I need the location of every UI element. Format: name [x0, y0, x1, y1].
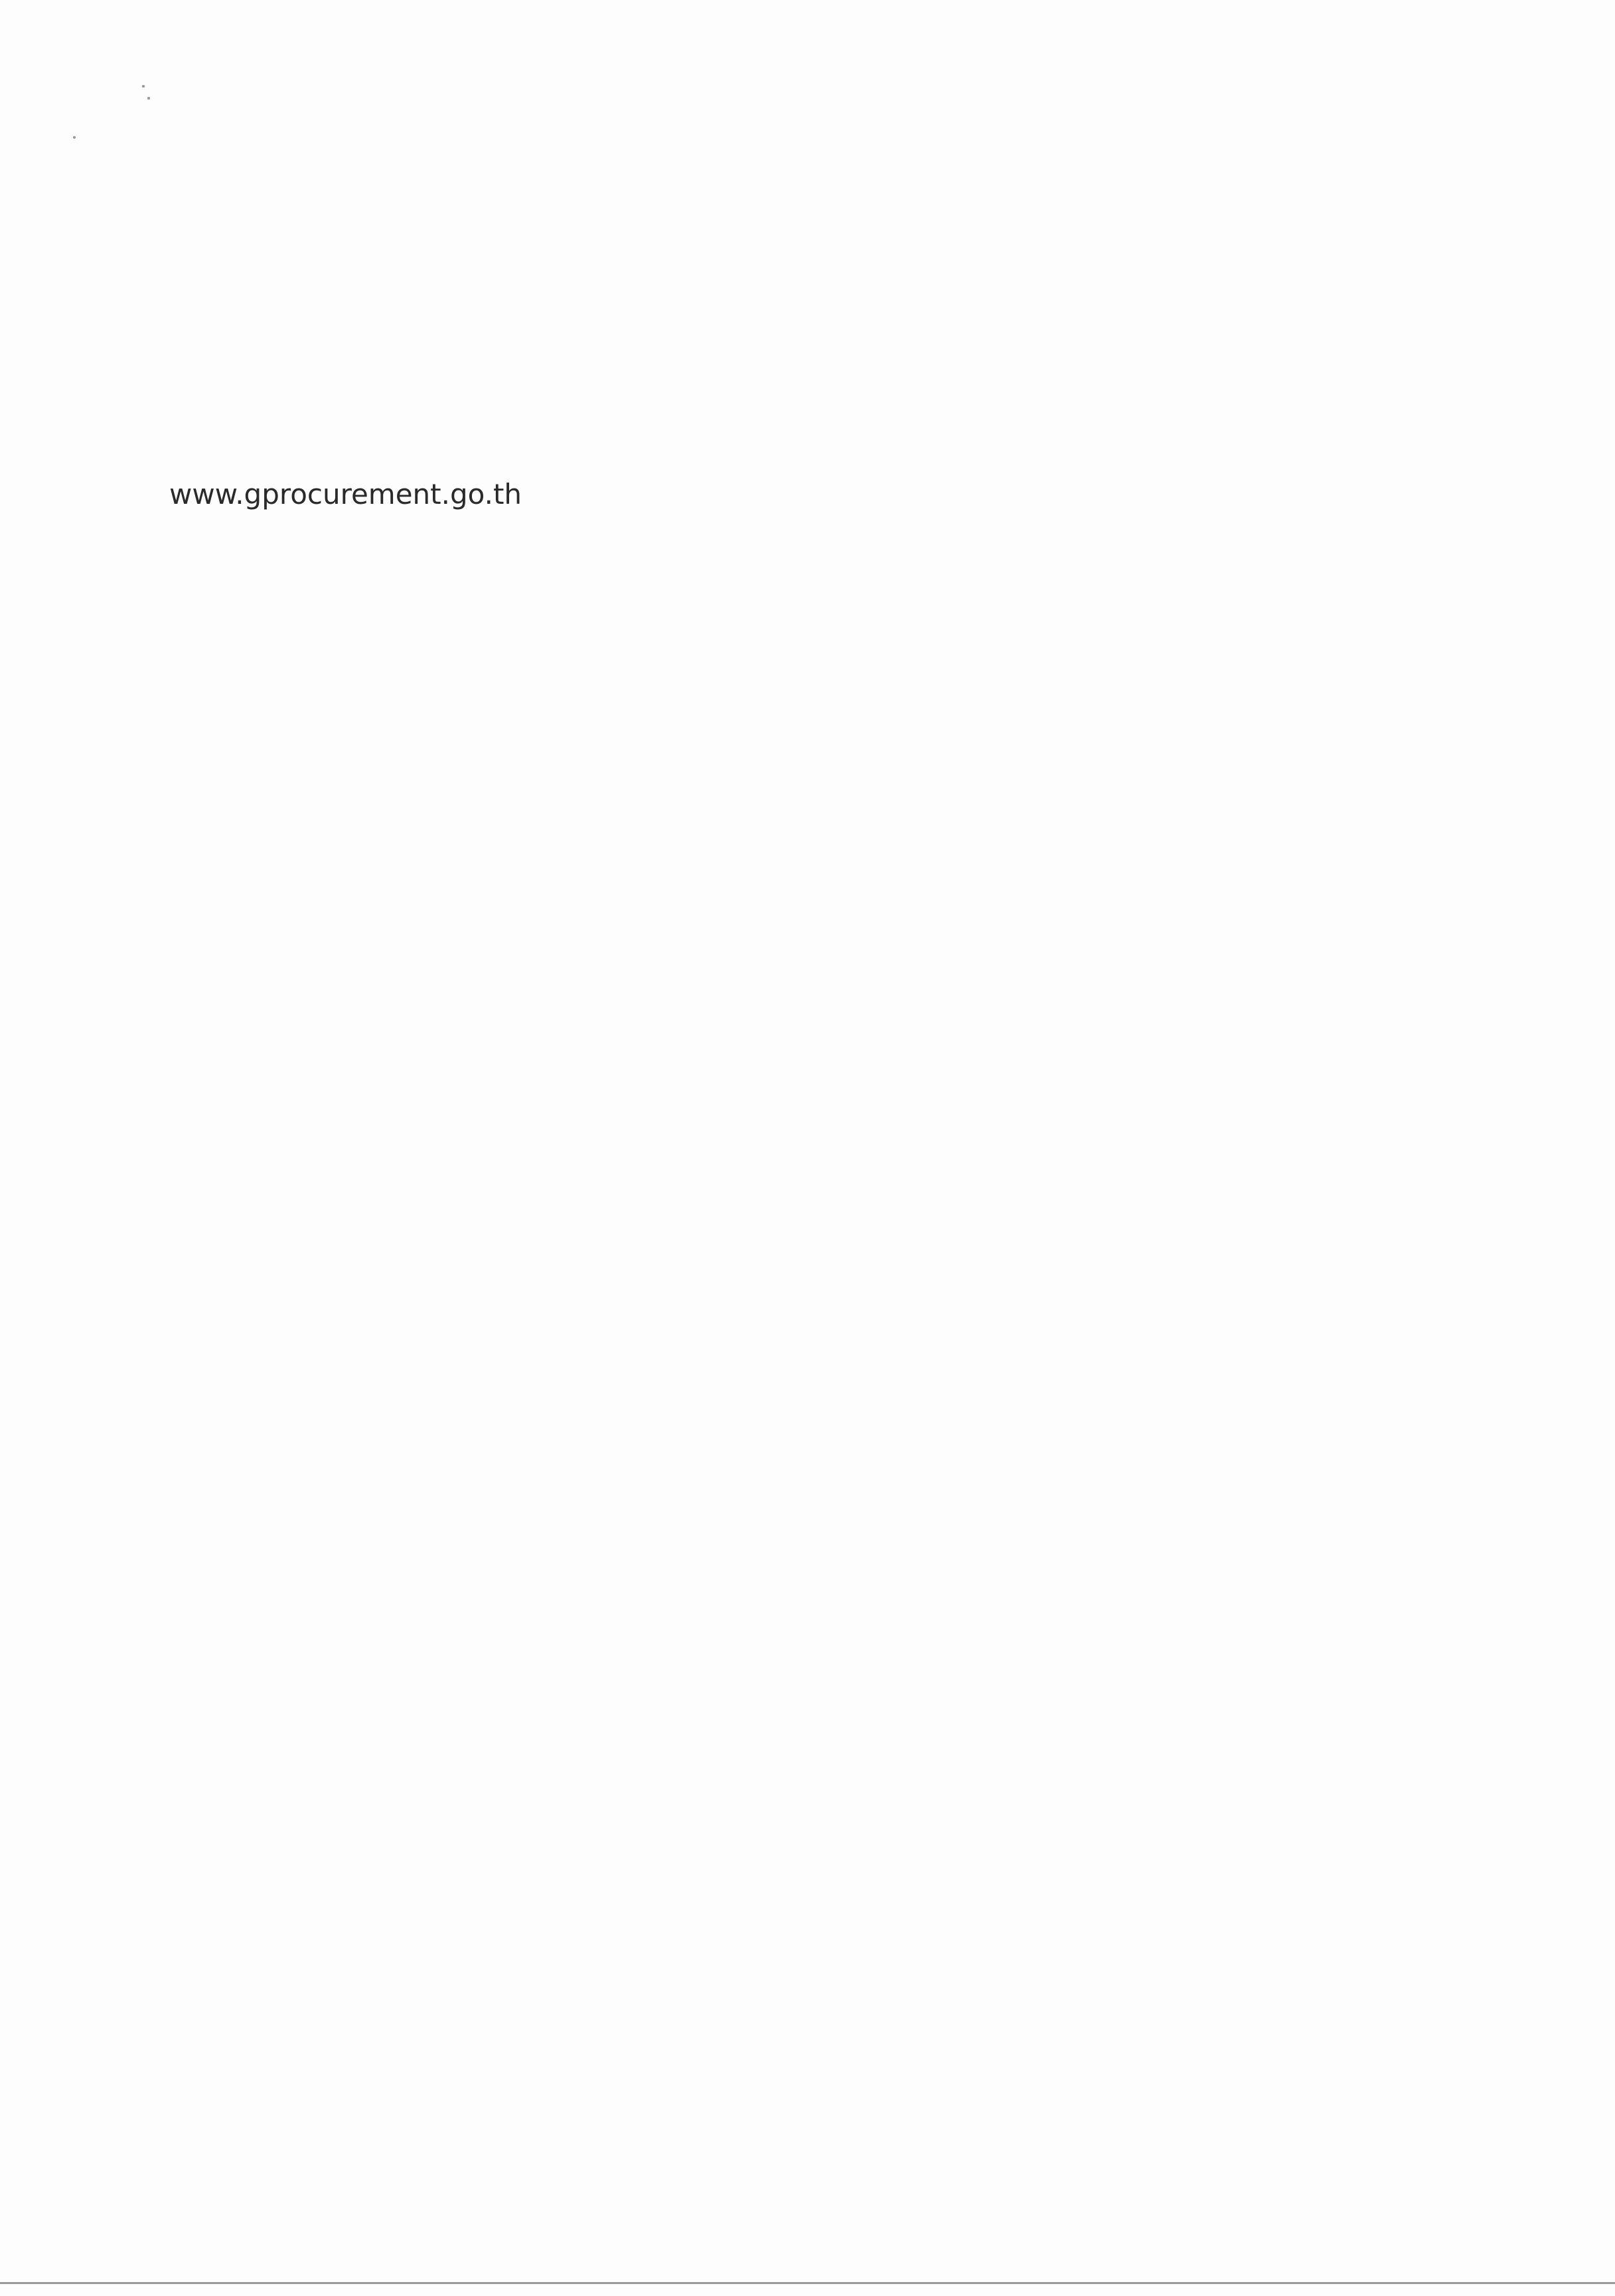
doc-line — [169, 1742, 1446, 1789]
doc-line — [169, 587, 1446, 634]
doc-line — [169, 1513, 1446, 1560]
doc-line — [169, 1278, 1446, 1324]
doc-line — [169, 2098, 1446, 2144]
doc-line — [169, 933, 1446, 979]
doc-line — [169, 173, 1446, 219]
doc-line — [169, 876, 1446, 923]
doc-line — [329, 1338, 1446, 1384]
doc-line: www.gprocurement.go.th — [169, 478, 522, 510]
doc-line — [329, 1573, 1446, 1620]
scan-speck — [142, 85, 145, 88]
doc-line — [169, 763, 1446, 810]
doc-line — [169, 352, 1446, 398]
doc-line — [169, 1394, 1446, 1440]
doc-line — [169, 1686, 1446, 1732]
doc-line — [169, 1630, 1446, 1676]
doc-line — [169, 989, 1446, 1035]
doc-line — [169, 1165, 1446, 1211]
doc-line — [169, 820, 1446, 866]
doc-line — [169, 1221, 1446, 1268]
doc-line — [329, 1862, 1446, 1908]
doc-line — [329, 1457, 1446, 1503]
doc-line — [169, 1978, 1446, 2025]
doc-line — [169, 1109, 1446, 1155]
doc-line — [372, 1055, 1446, 1102]
bottom-rule — [0, 2282, 1615, 2284]
scan-speck — [147, 97, 150, 100]
doc-line — [355, 1922, 1446, 1968]
doc-line — [329, 654, 1446, 700]
doc-line — [329, 531, 1446, 577]
doc-line — [169, 1799, 1446, 1845]
doc-line — [355, 707, 1446, 753]
doc-line — [169, 412, 1446, 458]
doc-line — [329, 119, 1446, 166]
doc-line — [329, 292, 1446, 339]
scan-speck — [73, 136, 76, 139]
doc-line — [169, 226, 1446, 272]
doc-line — [355, 2041, 1446, 2088]
